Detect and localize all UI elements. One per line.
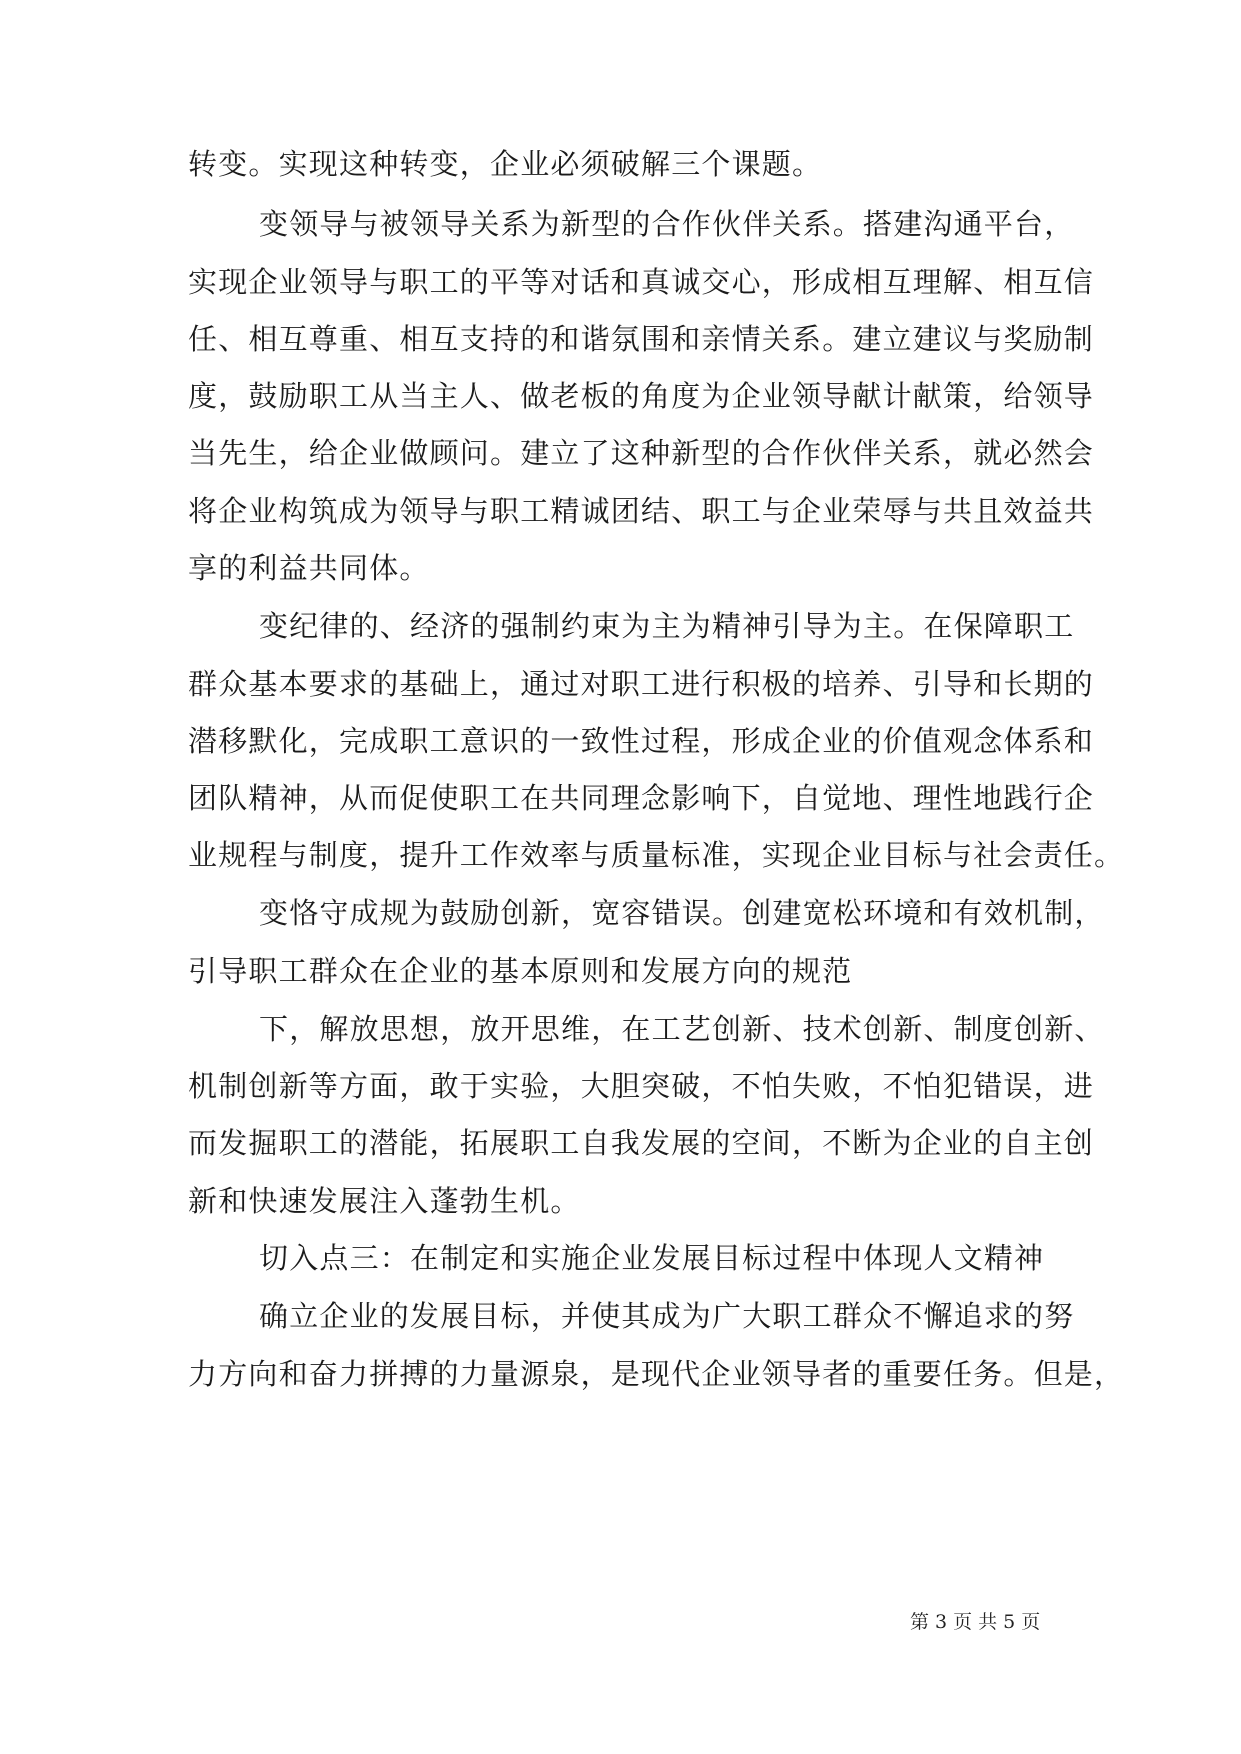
section-heading: 切入点三：在制定和实施企业发展目标过程中体现人文精神 — [259, 1241, 1045, 1275]
text-line: 将企业构筑成为领导与职工精诚团结、职工与企业荣辱与共且效益共 — [188, 494, 1095, 528]
text-line: 确立企业的发展目标，并使其成为广大职工群众不懈追求的努 — [259, 1299, 1075, 1333]
text-line: 变纪律的、经济的强制约束为主为精神引导为主。在保障职工 — [259, 609, 1075, 643]
page-current: 3 — [935, 1611, 948, 1633]
text-line: 业规程与制度，提升工作效率与质量标准，实现企业目标与社会责任。 — [188, 838, 1125, 872]
page-mid: 页 共 — [953, 1611, 998, 1633]
text-line: 机制创新等方面，敢于实验，大胆突破，不怕失败，不怕犯错误，进 — [188, 1069, 1095, 1103]
text-line: 新和快速发展注入蓬勃生机。 — [188, 1184, 581, 1218]
text-line: 当先生，给企业做顾问。建立了这种新型的合作伙伴关系，就必然会 — [188, 436, 1095, 470]
page-suffix: 页 — [1021, 1611, 1041, 1633]
text-line: 转变。实现这种转变，企业必须破解三个课题。 — [188, 147, 823, 181]
text-line: 引导职工群众在企业的基本原则和发展方向的规范 — [188, 954, 853, 988]
text-line: 团队精神，从而促使职工在共同理念影响下，自觉地、理性地践行企 — [188, 781, 1095, 815]
text-line: 任、相互尊重、相互支持的和谐氛围和亲情关系。建立建议与奖励制 — [188, 322, 1095, 356]
text-line: 群众基本要求的基础上，通过对职工进行积极的培养、引导和长期的 — [188, 667, 1095, 701]
page-prefix: 第 — [910, 1611, 930, 1633]
text-line: 享的利益共同体。 — [188, 551, 430, 585]
page-total: 5 — [1003, 1611, 1016, 1633]
text-line: 下，解放思想，放开思维，在工艺创新、技术创新、制度创新、 — [259, 1012, 1105, 1046]
text-line: 变恪守成规为鼓励创新，宽容错误。创建宽松环境和有效机制， — [259, 896, 1105, 930]
text-line: 力方向和奋力拼搏的力量源泉，是现代企业领导者的重要任务。但是， — [188, 1357, 1125, 1391]
page-number-footer — [907, 1610, 1043, 1634]
text-line: 潜移默化，完成职工意识的一致性过程，形成企业的价值观念体系和 — [188, 724, 1095, 758]
text-line: 实现企业领导与职工的平等对话和真诚交心，形成相互理解、相互信 — [188, 265, 1095, 299]
text-line: 度，鼓励职工从当主人、做老板的角度为企业领导献计献策，给领导 — [188, 379, 1095, 413]
text-line: 而发掘职工的潜能，拓展职工自我发展的空间，不断为企业的自主创 — [188, 1126, 1095, 1160]
text-line: 变领导与被领导关系为新型的合作伙伴关系。搭建沟通平台， — [259, 207, 1075, 241]
